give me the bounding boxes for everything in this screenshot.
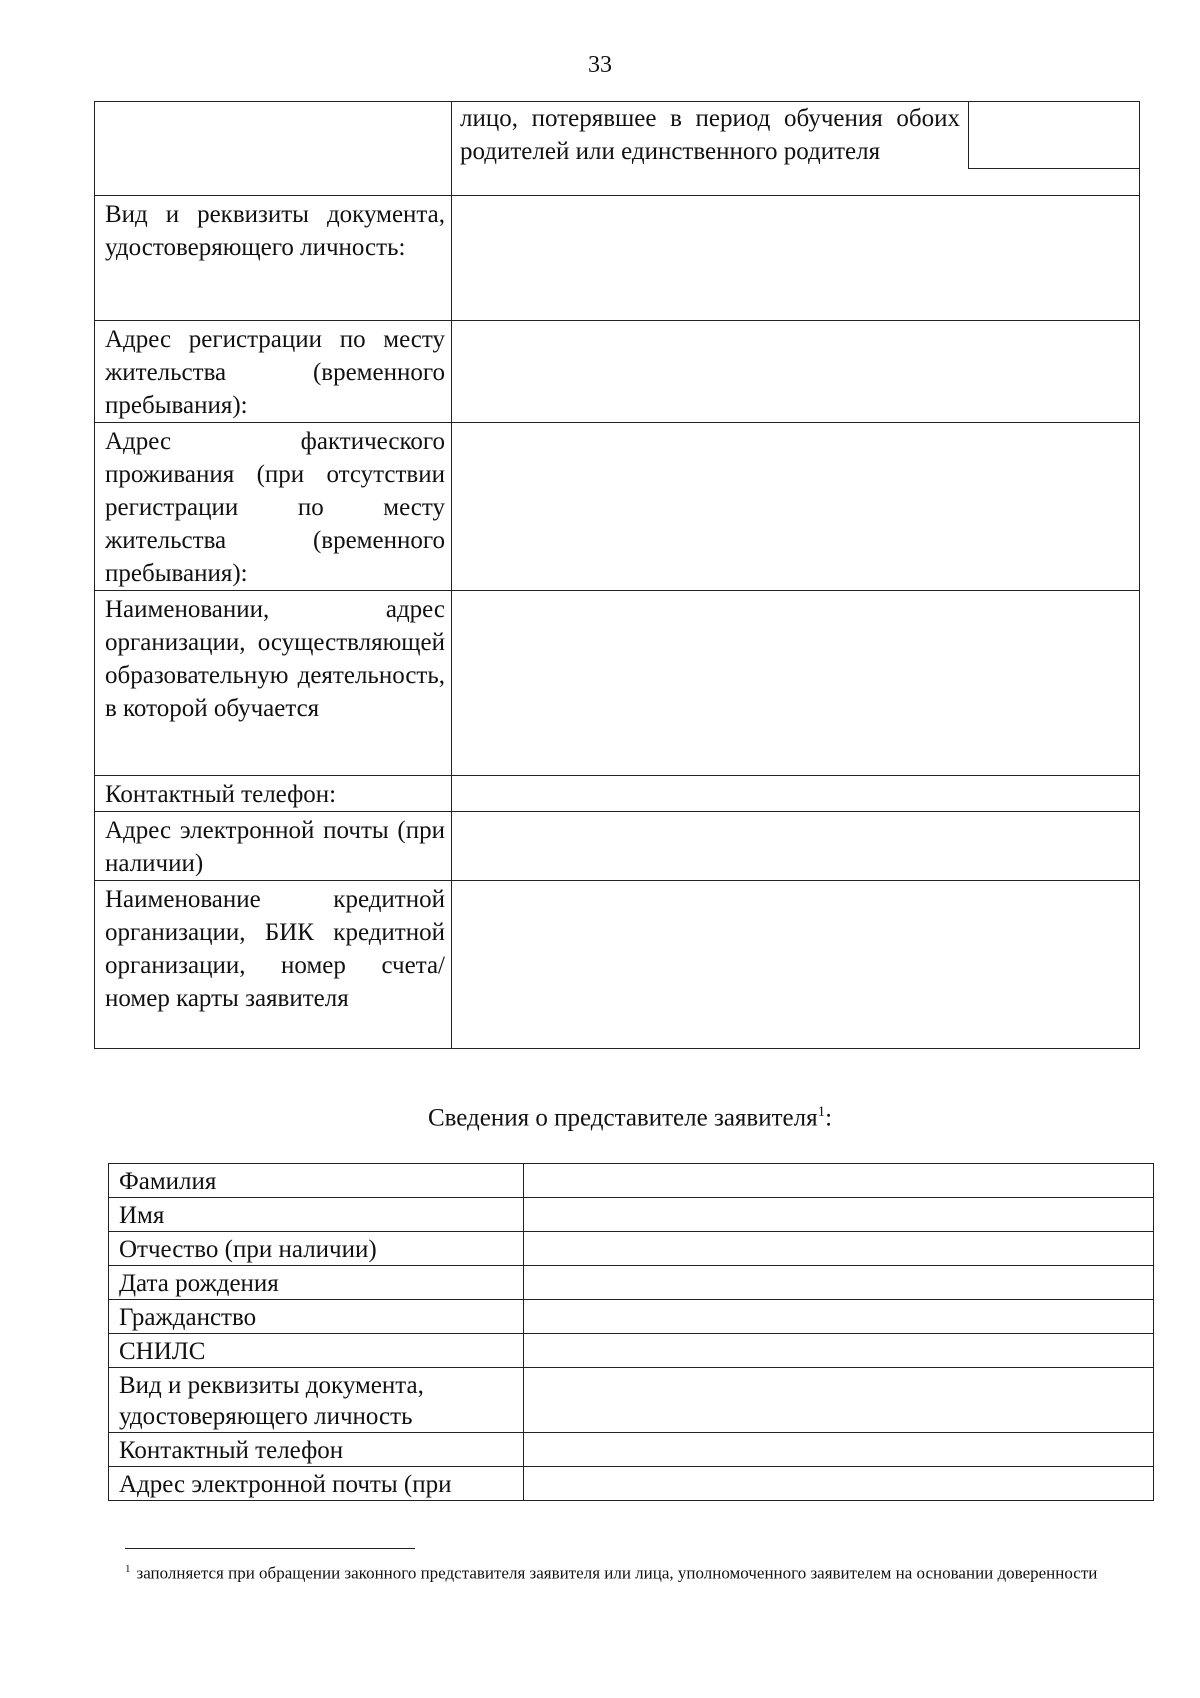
row-label: Фамилия xyxy=(109,1164,524,1198)
phone-field[interactable] xyxy=(452,776,1140,812)
row-label: Наименование кредитной организации, БИК кредитной организации, номер счета/номер карты заявителя xyxy=(95,881,452,1049)
table-row xyxy=(109,1334,1154,1368)
representative-info-table xyxy=(108,1163,1154,1501)
footnote-reference: 1 xyxy=(817,1104,826,1120)
table-row xyxy=(109,1467,1154,1501)
table-row xyxy=(109,1164,1154,1198)
table-row xyxy=(95,881,1140,1049)
footnote xyxy=(125,1556,1150,1587)
row-label: Гражданство xyxy=(109,1300,524,1334)
id-document-field[interactable] xyxy=(452,196,1140,321)
bank-details-field[interactable] xyxy=(452,881,1140,1049)
citizenship-field[interactable] xyxy=(524,1300,1154,1334)
empty-label-cell xyxy=(95,102,452,196)
table-row xyxy=(109,1368,1154,1433)
footnote-divider xyxy=(125,1548,415,1549)
section-heading-text: Сведения о представителе заявителя xyxy=(427,1104,818,1132)
table-row xyxy=(109,1266,1154,1300)
table-row xyxy=(95,321,1140,423)
row-label: Контактный телефон: xyxy=(95,776,452,812)
heading-suffix: : xyxy=(825,1104,833,1132)
table-row xyxy=(95,812,1140,881)
section-heading xyxy=(0,1104,1200,1132)
checkbox-cell[interactable] xyxy=(968,102,1139,169)
nested-row xyxy=(452,102,1139,168)
applicant-info-table xyxy=(94,101,1140,1049)
patronymic-field[interactable] xyxy=(524,1232,1154,1266)
row-label: Отчество (при наличии) xyxy=(109,1232,524,1266)
value-cell xyxy=(452,102,1140,196)
row-label: Адрес электронной почты (при наличии) xyxy=(95,812,452,881)
table-row xyxy=(109,1232,1154,1266)
table-row xyxy=(95,776,1140,812)
surname-field[interactable] xyxy=(524,1164,1154,1198)
page-number: 33 xyxy=(588,52,612,78)
first-name-field[interactable] xyxy=(524,1198,1154,1232)
registration-address-field[interactable] xyxy=(452,321,1140,423)
education-organization-field[interactable] xyxy=(452,591,1140,776)
representative-phone-field[interactable] xyxy=(524,1433,1154,1467)
table-row xyxy=(95,196,1140,321)
row-label: Вид и реквизиты документа, удостоверяющего личность: xyxy=(95,196,452,321)
row-label: Адрес электронной почты (при xyxy=(109,1467,524,1501)
row-label: Наименовании, адрес организации, осуществляющей образовательную деятельность, в которой обучается xyxy=(95,591,452,776)
snils-field[interactable] xyxy=(524,1334,1154,1368)
email-field[interactable] xyxy=(452,812,1140,881)
footnote-text: заполняется при обращении законного представителя заявителя или лица, уполномоченного заявителем на основании доверенности xyxy=(136,1563,1098,1583)
row-label: Вид и реквизиты документа, удостоверяющего личность xyxy=(109,1368,524,1433)
table-row xyxy=(109,1300,1154,1334)
table-row xyxy=(95,591,1140,776)
row-label: Имя xyxy=(109,1198,524,1232)
footnote-mark: 1 xyxy=(125,1563,131,1575)
table-row xyxy=(109,1433,1154,1467)
birth-date-field[interactable] xyxy=(524,1266,1154,1300)
representative-email-field[interactable] xyxy=(524,1467,1154,1501)
row-label: Адрес фактического проживания (при отсутствии регистрации по месту жительства (временного пребывания): xyxy=(95,423,452,591)
row-label: Дата рождения xyxy=(109,1266,524,1300)
row-label: Адрес регистрации по месту жительства (временного пребывания): xyxy=(95,321,452,423)
table-row xyxy=(109,1198,1154,1232)
table-row xyxy=(95,102,1140,196)
table-row xyxy=(95,423,1140,591)
category-text: лицо, потерявшее в период обучения обоих родителей или единственного родителя xyxy=(460,105,960,165)
row-label: Контактный телефон xyxy=(109,1433,524,1467)
row-label: СНИЛС xyxy=(109,1334,524,1368)
actual-address-field[interactable] xyxy=(452,423,1140,591)
representative-id-document-field[interactable] xyxy=(524,1368,1154,1433)
